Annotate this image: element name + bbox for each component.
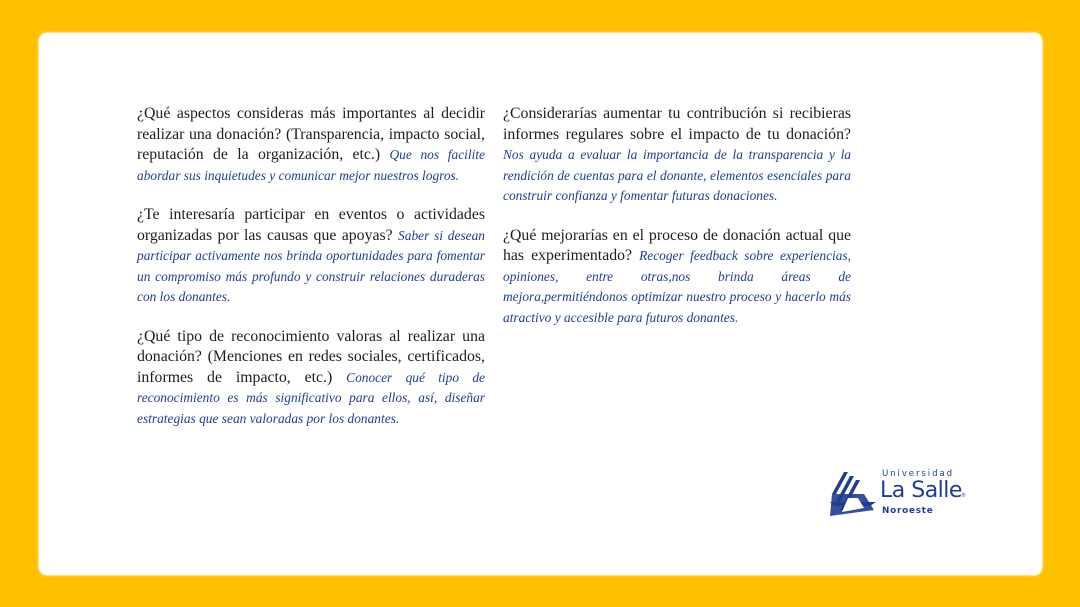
logo-text-la-salle: La Salle bbox=[880, 478, 962, 503]
qa-block-events bbox=[137, 205, 485, 308]
qa-block-decision-factors bbox=[137, 104, 485, 186]
question-text: ¿Qué mejorarías en el proceso de donación actual que has experimentado? bbox=[503, 226, 851, 264]
logo-registered-mark: ® bbox=[961, 493, 966, 499]
qa-block-recognition bbox=[137, 327, 485, 430]
answer-text: Conocer qué tipo de reconocimiento es más significativo para ellos, así, diseñar estrategias que sean valoradas por los donantes. bbox=[137, 369, 485, 426]
question-text: ¿Te interesaría participar en eventos o actividades organizadas por las causas que apoyas? bbox=[137, 206, 485, 244]
answer-text: Recoger feedback sobre experiencias, opiniones, entre otras,nos brinda áreas de mejora,permitiéndonos optimizar nuestro proceso y hacerlo más atractivo y accesible para futuros donantes. bbox=[503, 248, 851, 325]
answer-text: Que nos facilite abordar sus inquietudes y comunicar mejor nuestros logros. bbox=[137, 147, 485, 183]
question-text: ¿Qué aspectos consideras más importantes al decidir realizar una donación? (Transparencia, impacto social, reputación de la organización, etc.) bbox=[137, 105, 485, 163]
university-logo bbox=[830, 468, 970, 520]
answer-text: Nos ayuda a evaluar la importancia de la transparencia y la rendición de cuentas para el donante, elementos esenciales para construir confianza y fomentar futuras donaciones. bbox=[503, 147, 851, 203]
question-text: ¿Qué tipo de reconocimiento valoras al realizar una donación? (Menciones en redes sociales, certificados, informes de impacto, etc.) bbox=[137, 327, 485, 386]
qa-block-improvements bbox=[503, 226, 851, 329]
question-text: ¿Considerarías aumentar tu contribución si recibieras informes regulares sobre el impacto de tu donación? bbox=[503, 105, 851, 143]
right-column bbox=[503, 104, 851, 347]
qa-block-contribution bbox=[503, 104, 851, 207]
logo-text-universidad: Universidad bbox=[882, 469, 954, 479]
la-salle-stars-icon bbox=[830, 472, 876, 516]
left-column bbox=[137, 104, 485, 448]
answer-text: Saber si desean participar activamente nos brinda oportunidades para fomentar un compromiso más profundo y construir relaciones duraderas con los donantes. bbox=[137, 227, 485, 304]
logo-text-noroeste: Noroeste bbox=[882, 506, 934, 516]
